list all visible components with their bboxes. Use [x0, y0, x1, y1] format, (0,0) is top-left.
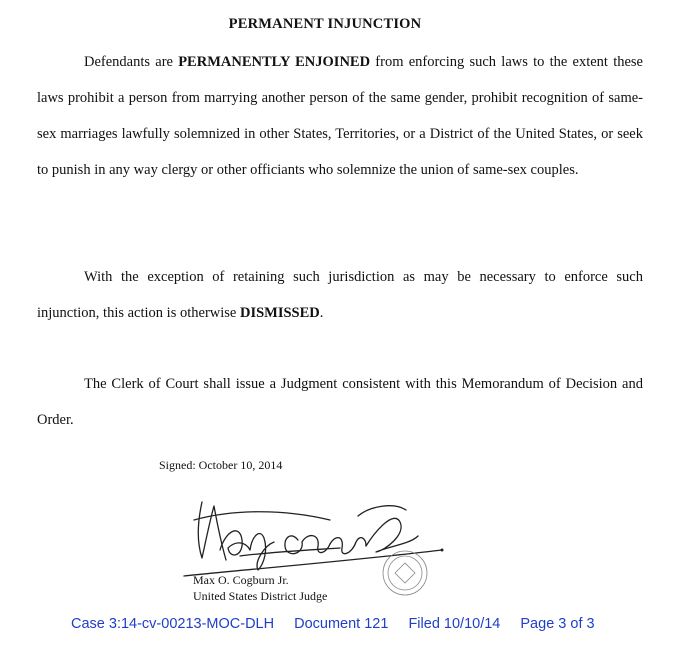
filed-date: Filed 10/10/14 — [408, 616, 501, 632]
judge-name: Max O. Cogburn Jr. — [193, 573, 289, 587]
judge-block — [193, 572, 327, 604]
injunction-paragraph — [37, 44, 643, 188]
signed-date: Signed: October 10, 2014 — [159, 458, 283, 472]
paragraph2-text-after: . — [319, 305, 324, 321]
paragraph1-text-after: from enforcing such laws to the extent these laws prohibit a person from marrying another person of the same gender, prohibit recognition of same-sex marriages lawfully solemnized in other States, Territories, or a District of the United States, or seek to punish in any way clergy or other officiants who solemnize the union of same-sex couples. — [37, 54, 643, 178]
judge-title: United States District Judge — [193, 589, 328, 603]
paragraph1-bold-text: PERMANENTLY ENJOINED — [178, 54, 371, 70]
paragraph2-text-before: With the exception of retaining such jurisdiction as may be necessary to enforce such injunction, this action is otherwise — [37, 269, 643, 321]
paragraph2-bold-text: DISMISSED — [239, 305, 320, 321]
clerk-paragraph — [37, 366, 643, 438]
page-number: Page 3 of 3 — [520, 616, 595, 632]
document-number: Document 121 — [294, 616, 389, 632]
page-heading: PERMANENT INJUNCTION — [228, 16, 422, 32]
paragraph3-text: The Clerk of Court shall issue a Judgment consistent with this Memorandum of Decision and Order. — [37, 376, 643, 428]
paragraph1-text-before: Defendants are — [84, 54, 179, 70]
case-footer — [71, 616, 595, 632]
court-seal — [380, 548, 430, 598]
case-number: Case 3:14-cv-00213-MOC-DLH — [71, 616, 275, 632]
dismissal-paragraph — [37, 259, 643, 331]
